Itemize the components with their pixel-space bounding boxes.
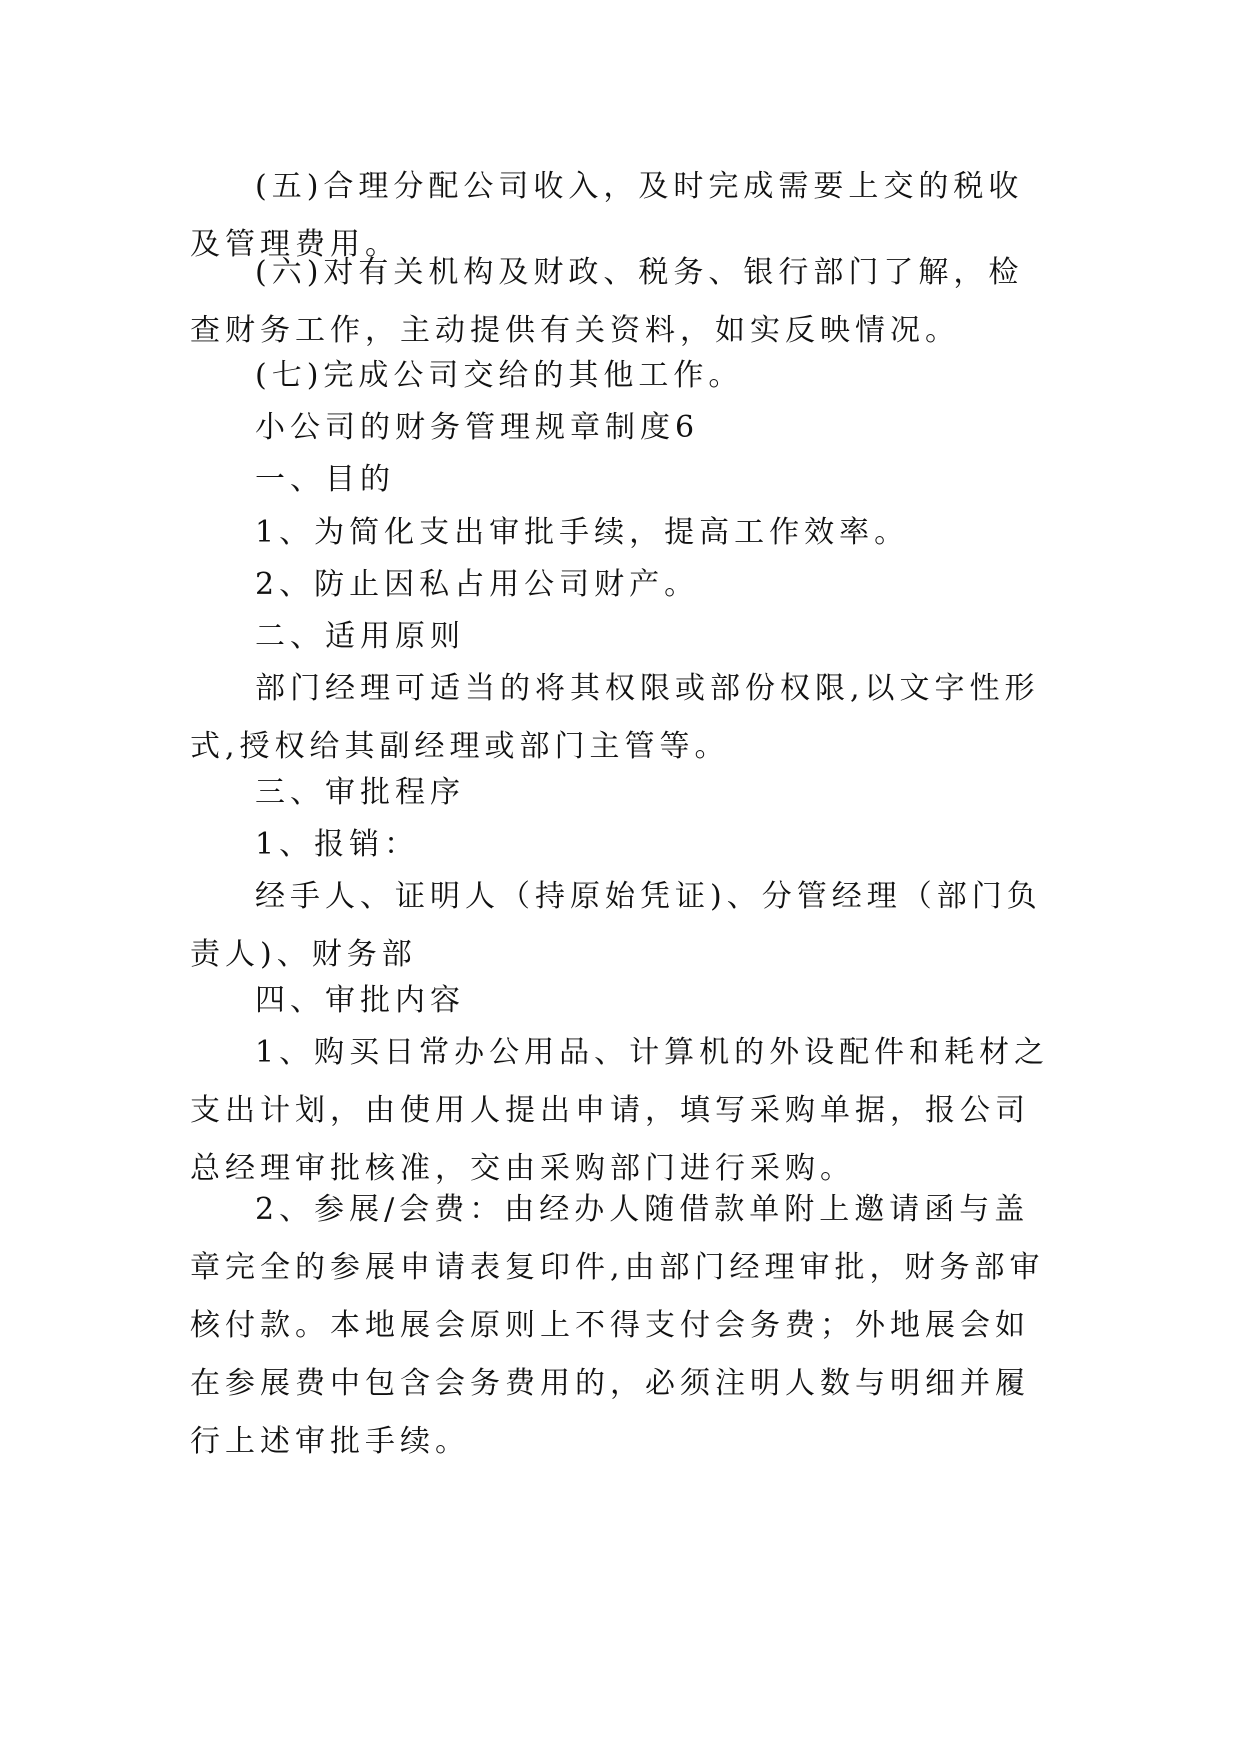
content-item-1-office-supplies: 1、购买日常办公用品、计算机的外设配件和耗材之支出计划，由使用人提出申请，填写采购单据，报公司总经理审批核准，交由采购部门进行采购。 bbox=[190, 1035, 1050, 1186]
section-heading-regulation-6: 小公司的财务管理规章制度6 bbox=[255, 410, 700, 445]
heading-applicable-principles: 二、适用原则 bbox=[255, 619, 465, 654]
procedure-item-reimbursement: 1、报销： bbox=[255, 827, 420, 862]
paragraph-6-inspection-cooperation: (六)对有关机构及财政、税务、银行部门了解，检查财务工作，主动提供有关资料，如实反映情况。 bbox=[190, 255, 1024, 348]
content-item-2-exhibition-fees: 2、参展/会费：由经办人随借款单附上邀请函与盖章完全的参展申请表复印件,由部门经理审批，财务部审核付款。本地展会原则上不得支付会务费；外地展会如在参展费中包含会务费用的，必须注明人数与明细并履行上述审批手续。 bbox=[190, 1192, 1045, 1459]
heading-purpose: 一、目的 bbox=[255, 462, 395, 497]
applicable-principles-text: 部门经理可适当的将其权限或部份权限,以文字性形式,授权给其副经理或部门主管等。 bbox=[190, 671, 1040, 764]
heading-approval-content: 四、审批内容 bbox=[255, 983, 465, 1018]
paragraph-5-income-allocation: (五)合理分配公司收入，及时完成需要上交的税收及管理费用。 bbox=[190, 169, 1024, 262]
reimbursement-chain-text: 经手人、证明人（持原始凭证)、分管经理（部门负责人)、财务部 bbox=[190, 879, 1042, 972]
purpose-item-1: 1、为简化支出审批手续，提高工作效率。 bbox=[255, 515, 910, 550]
heading-approval-procedure: 三、审批程序 bbox=[255, 775, 465, 810]
paragraph-7-other-work: (七)完成公司交给的其他工作。 bbox=[255, 358, 744, 393]
purpose-item-2: 2、防止因私占用公司财产。 bbox=[255, 567, 700, 602]
